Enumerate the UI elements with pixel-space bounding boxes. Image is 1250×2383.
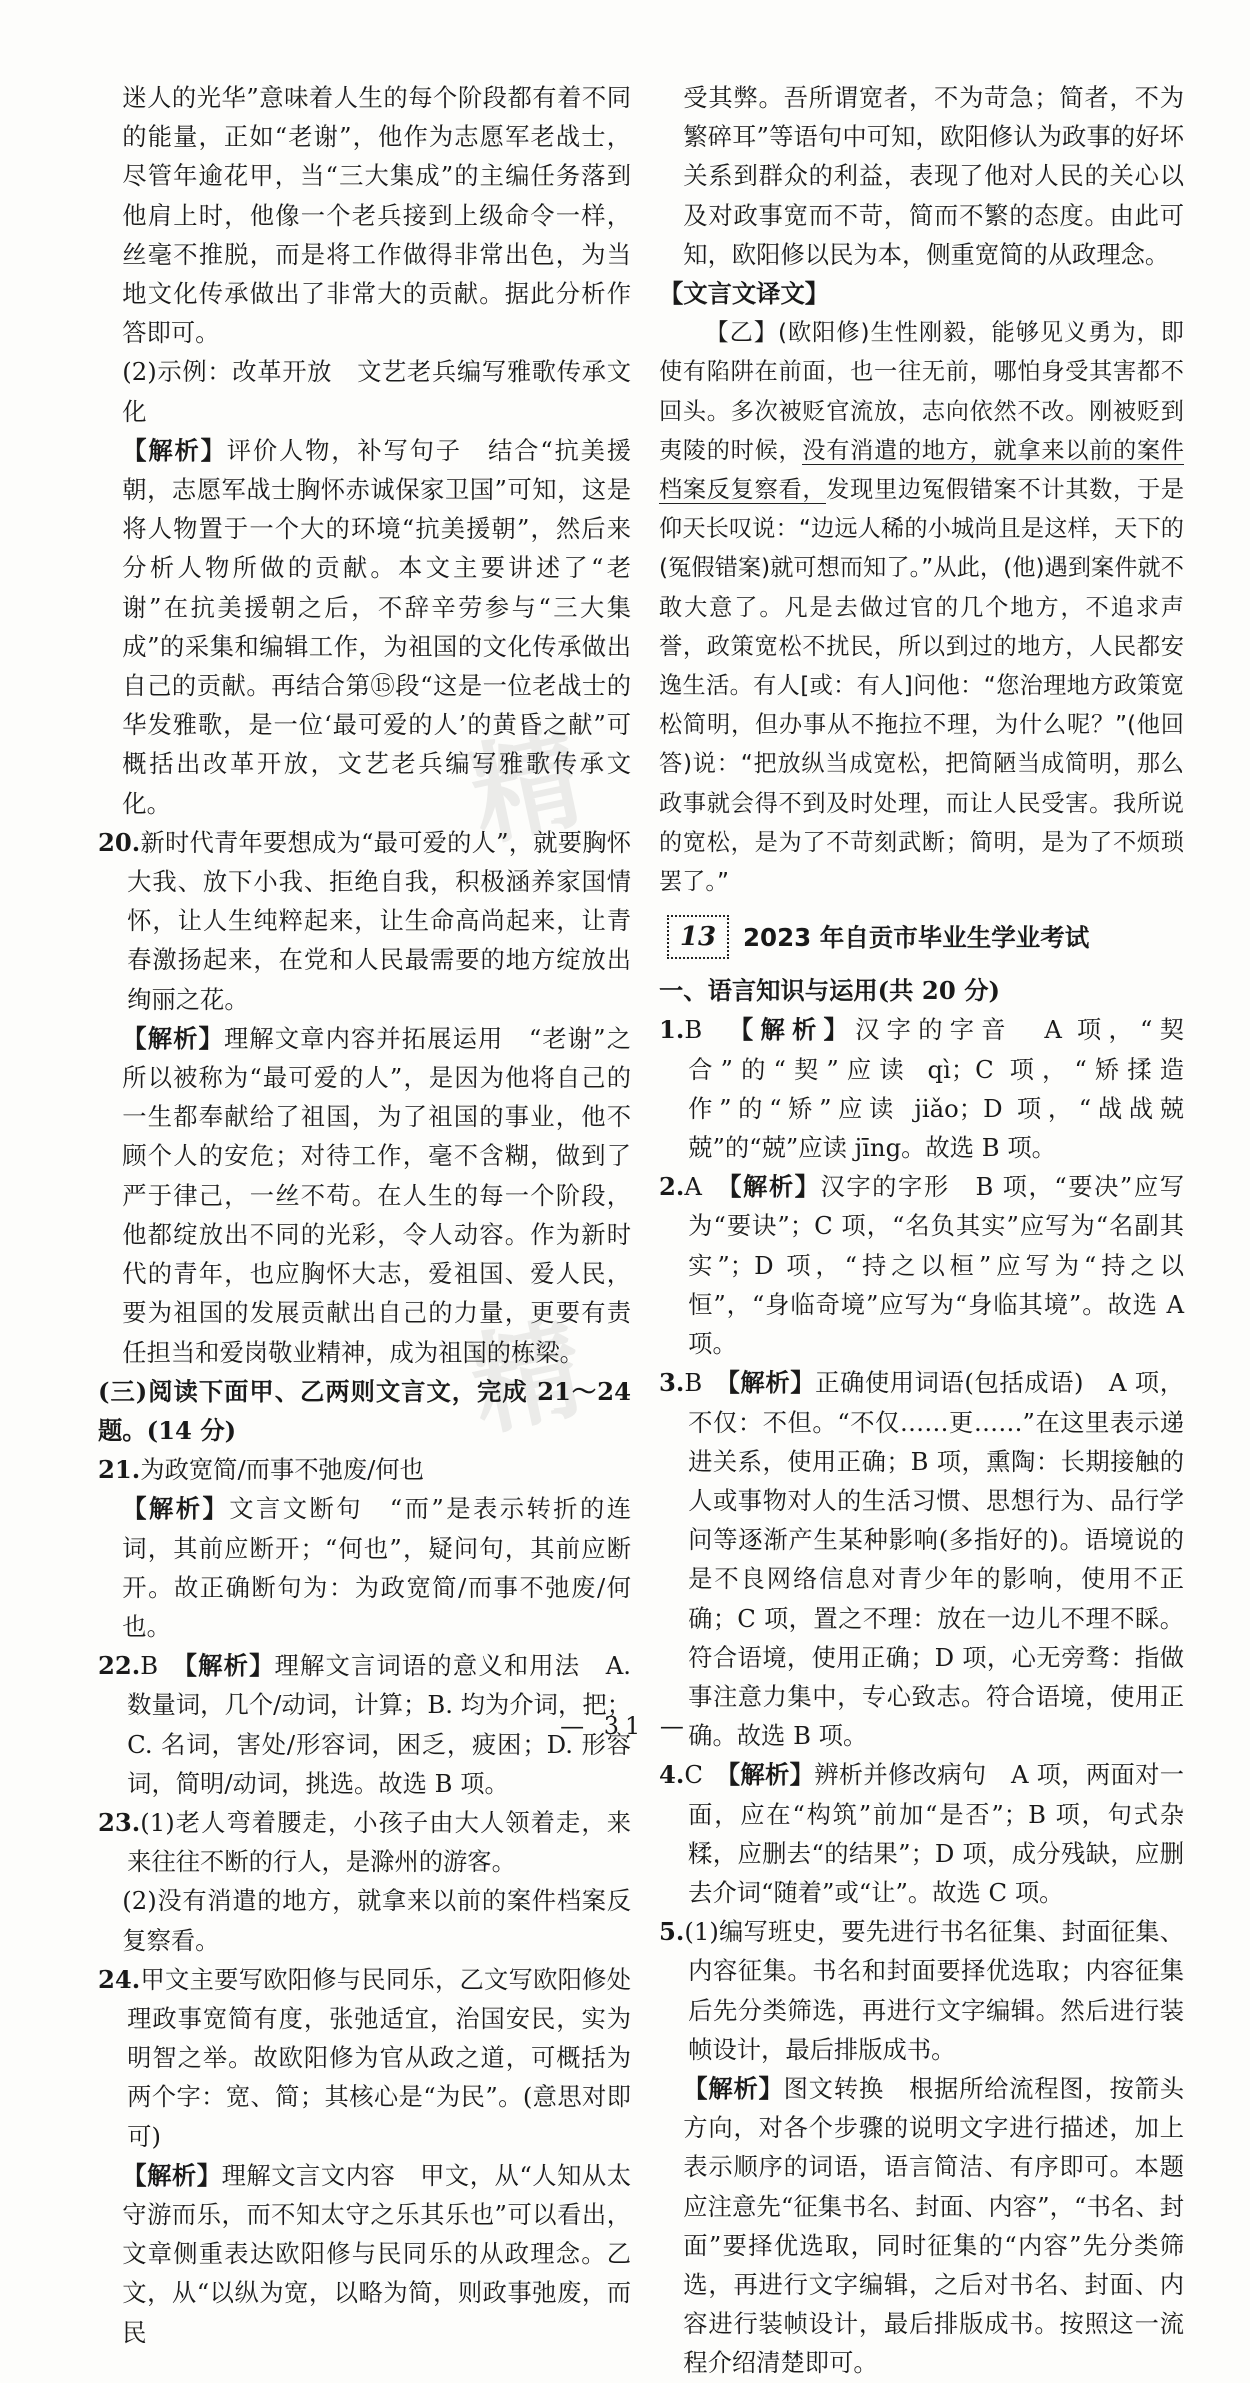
section-number-badge: 13 bbox=[667, 915, 729, 959]
question-number: 3. bbox=[659, 1368, 685, 1398]
analysis-tag: 【解析】 bbox=[122, 1023, 224, 1053]
left-paragraph: 【解析】文言文断句 “而”是表示转折的连词，其前应断开；“何也”，疑问句，其前应断开。故正确断句为：为政宽简/而事不弛废/何也。 bbox=[122, 1494, 632, 1641]
question-number: 5. bbox=[659, 1917, 685, 1947]
question-number: 20. bbox=[98, 827, 141, 857]
analysis-tag: 【解析】 bbox=[122, 435, 227, 465]
left-paragraph: 迷人的光华”意味着人生的每个阶段都有着不同的能量，正如“老谢”，他作为志愿军老战士，尽管年逾花甲，当“三大集成”的主编任务落到他肩上时，他像一个老兵接到上级命令一样，丝毫不推脱，而是将工作做得非常出色，为当地文化传承做出了非常大的贡献。据此分析作答即可。 bbox=[122, 83, 631, 348]
left-paragraph: (2)没有消遣的地方，就拿来以前的案件档案反复察看。 bbox=[122, 1886, 631, 1955]
left-paragraph: 21.为政宽简/而事不弛废/何也 bbox=[98, 1455, 424, 1485]
right-column bbox=[659, 78, 1184, 2383]
right-paragraph: 5.(1)编写班史，要先进行书名征集、封面征集、内容征集。书名和封面要择优选取；内容征集后先分类筛选，再进行文字编辑。然后进行装帧设计，最后排版成书。 bbox=[659, 1917, 1184, 2064]
question-number: 21. bbox=[98, 1455, 141, 1485]
translation-paragraph: 【乙】(欧阳修)生性刚毅，能够见义勇为，即使有陷阱在前面，也一往无前，哪怕身受其害都不回头。多次被贬官流放，志向依然不改。刚被贬到夷陵的时候，没有消遣的地方，就拿来以前的案件档案反复察看，发现里边冤假错案不计其数，于是仰天长叹说：“边远人稀的小城尚且是这样，天下的(冤假错案)就可想而知了。”从此，(他)遇到案件就不敢大意了。凡是去做过官的几个地方，不追求声誉，政策宽松不扰民，所以到过的地方，人民都安逸生活。有人[或：有人]问他：“您治理地方政策宽松简明，但办事从不拖拉不理，为什么呢？”(他回答)说：“把放纵当成宽松，把简陋当成简明，那么政事就会得不到及时处理，而让人民受害。我所说的宽松，是为了不苛刻武断；简明，是为了不烦琐罢了。” bbox=[659, 319, 1185, 896]
page-number: — 31 — bbox=[560, 1712, 690, 1740]
analysis-tag: 【解析】 bbox=[122, 1494, 230, 1524]
left-paragraph: 【解析】理解文章内容并拓展运用 “老谢”之所以被称为“最可爱的人”，是因为他将自己的一生都奉献给了祖国，为了祖国的事业，他不顾个人的安危；对待工作，毫不含糊，做到了严于律己，一丝不苟。在人生的每一个阶段，他都绽放出不同的光彩，令人动容。作为新时代的青年，也应胸怀大志，爱祖国、爱人民，要为祖国的发展贡献出自己的力量，更要有责任担当和爱岗敬业精神，成为祖国的栋梁。 bbox=[122, 1023, 632, 1367]
left-paragraph: 20.新时代青年要想成为“最可爱的人”，就要胸怀大我、放下小我、拒绝自我，积极涵养家国情怀，让人生纯粹起来，让生命高尚起来，让青春激扬起来，在党和人民最需要的地方绽放出绚丽之花。 bbox=[98, 827, 631, 1014]
question-number: 22. bbox=[98, 1651, 141, 1681]
left-paragraph: 22.B 【解析】理解文言词语的意义和用法 A. 数量词，几个/动词，计算；B. 均为介词，把；C. 名词，害处/形容词，困乏，疲困；D. 形容词，简明/动词，挑选。故选 B 项。 bbox=[98, 1651, 631, 1798]
right-paragraph: 受其弊。吾所谓宽者，不为苛急；简者，不为繁碎耳”等语句中可知，欧阳修认为政事的好坏关系到群众的利益，表现了他对人民的关心以及对政事宽而不苛，简而不繁的态度。由此可知，欧阳修以民为本，侧重宽简的从政理念。 bbox=[683, 83, 1184, 269]
right-paragraph: 4.C 【解析】辨析并修改病句 A 项，两面对一面，应在“构筑”前加“是否”；B 项，句式杂糅，应删去“的结果”；D 项，成分残缺，应删去介词“随着”或“让”。故选 C 项。 bbox=[659, 1760, 1184, 1907]
left-paragraph: 23.(1)老人弯着腰走，小孩子由大人领着走，来来往往不断的行人，是滁州的游客。 bbox=[98, 1807, 631, 1877]
section-title: 2023 年自贡市毕业生学业考试 bbox=[743, 923, 1090, 953]
right-paragraph: 【解析】图文转换 根据所给流程图，按箭头方向，对各个步骤的说明文字进行描述，加上表示顺序的词语，语言简洁、有序即可。本题应注意先“征集书名、封面、内容”，“书名、封面”要择优选取，同时征集的“内容”先分类筛选，再进行文字编辑，之后对书名、封面、内容进行装帧设计，最后排版成书。按照这一流程介绍清楚即可。 bbox=[683, 2073, 1184, 2378]
right-paragraph: 一、语言知识与运用(共 20 分) bbox=[659, 976, 1000, 1006]
watermark-1: 精 bbox=[459, 713, 594, 862]
section-header bbox=[659, 907, 1184, 965]
right-paragraph: 2.A 【解析】汉字的字形 B 项，“要决”应写为“要诀”；C 项，“名负其实”应写为“名副其实”；D 项，“持之以桓”应写为“持之以恒”，“身临奇境”应写为“身临其境”。故选 A 项。 bbox=[659, 1172, 1184, 1359]
left-paragraph: (2)示例：改革开放 文艺老兵编写雅歌传承文化 bbox=[122, 357, 631, 426]
question-number: 23. bbox=[98, 1807, 141, 1837]
analysis-tag: 【解析】 bbox=[683, 2073, 784, 2103]
left-column bbox=[98, 78, 631, 2352]
left-paragraph: 【解析】评价人物，补写句子 结合“抗美援朝，志愿军战士胸怀赤诚保家卫国”可知，这是将人物置于一个大的环境“抗美援朝”，然后来分析人物所做的贡献。本文主要讲述了“老谢”在抗美援朝之后，不辞辛劳参与“三大集成”的采集和编辑工作，为祖国的文化传承做出自己的贡献。再结合第⑮段“这是一位老战士的华发雅歌，是一位‘最可爱的人’的黄昏之献”可概括出改革开放，文艺老兵编写雅歌传承文化。 bbox=[122, 435, 632, 818]
left-paragraph: 24.甲文主要写欧阳修与民同乐，乙文写欧阳修处理政事宽简有度，张弛适宜，治国安民，实为明智之举。故欧阳修为官从政之道，可概括为两个字：宽、简；其核心是“为民”。(意思对即可) bbox=[98, 1964, 631, 2151]
watermark-2: 精 bbox=[459, 1303, 594, 1452]
question-number: 2. bbox=[659, 1172, 685, 1202]
question-number: 4. bbox=[659, 1760, 685, 1790]
left-paragraph: (三)阅读下面甲、乙两则文言文，完成 21～24 题。(14 分) bbox=[98, 1376, 631, 1445]
question-number: 24. bbox=[98, 1964, 141, 1994]
underlined-phrase: 没有消遣的地方，就拿来以前的案件档案反复察看， bbox=[659, 436, 1184, 504]
analysis-tag: 【解析】 bbox=[122, 2160, 222, 2190]
left-paragraph: 【解析】理解文言文内容 甲文，从“人知从太守游而乐，而不知太守之乐其乐也”可以看出，文章侧重表达欧阳修与民同乐的从政理念。乙文，从“以纵为宽，以略为简，则政事弛废，而民 bbox=[122, 2160, 632, 2347]
right-paragraph: 3.B 【解析】正确使用词语(包括成语) A 项，不仅：不但。“不仅……更……”在这里表示递进关系，使用正确；B 项，熏陶：长期接触的人或事物对人的生活习惯、思想行为、品行学问等逐渐产生某种影响(多指好的)。语境说的是不良网络信息对青少年的影响，使用不正确；C 项，置之不理：放在一边儿不理不睬。符合语境，使用正确；D 项，心无旁骛：指做事注意力集中，专心致志。符合语境，使用正确。故选 B 项。 bbox=[659, 1368, 1184, 1751]
question-number: 1. bbox=[659, 1015, 685, 1045]
right-paragraph: 【文言文译文】 bbox=[659, 279, 830, 309]
right-paragraph: 1.B 【解析】汉字的字音 A 项，“契合”的“契”应读 qì；C 项，“矫揉造作”的“矫”应读 jiǎo；D 项，“战战兢兢”的“兢”应读 jīng。故选 B 项。 bbox=[659, 1015, 1185, 1163]
